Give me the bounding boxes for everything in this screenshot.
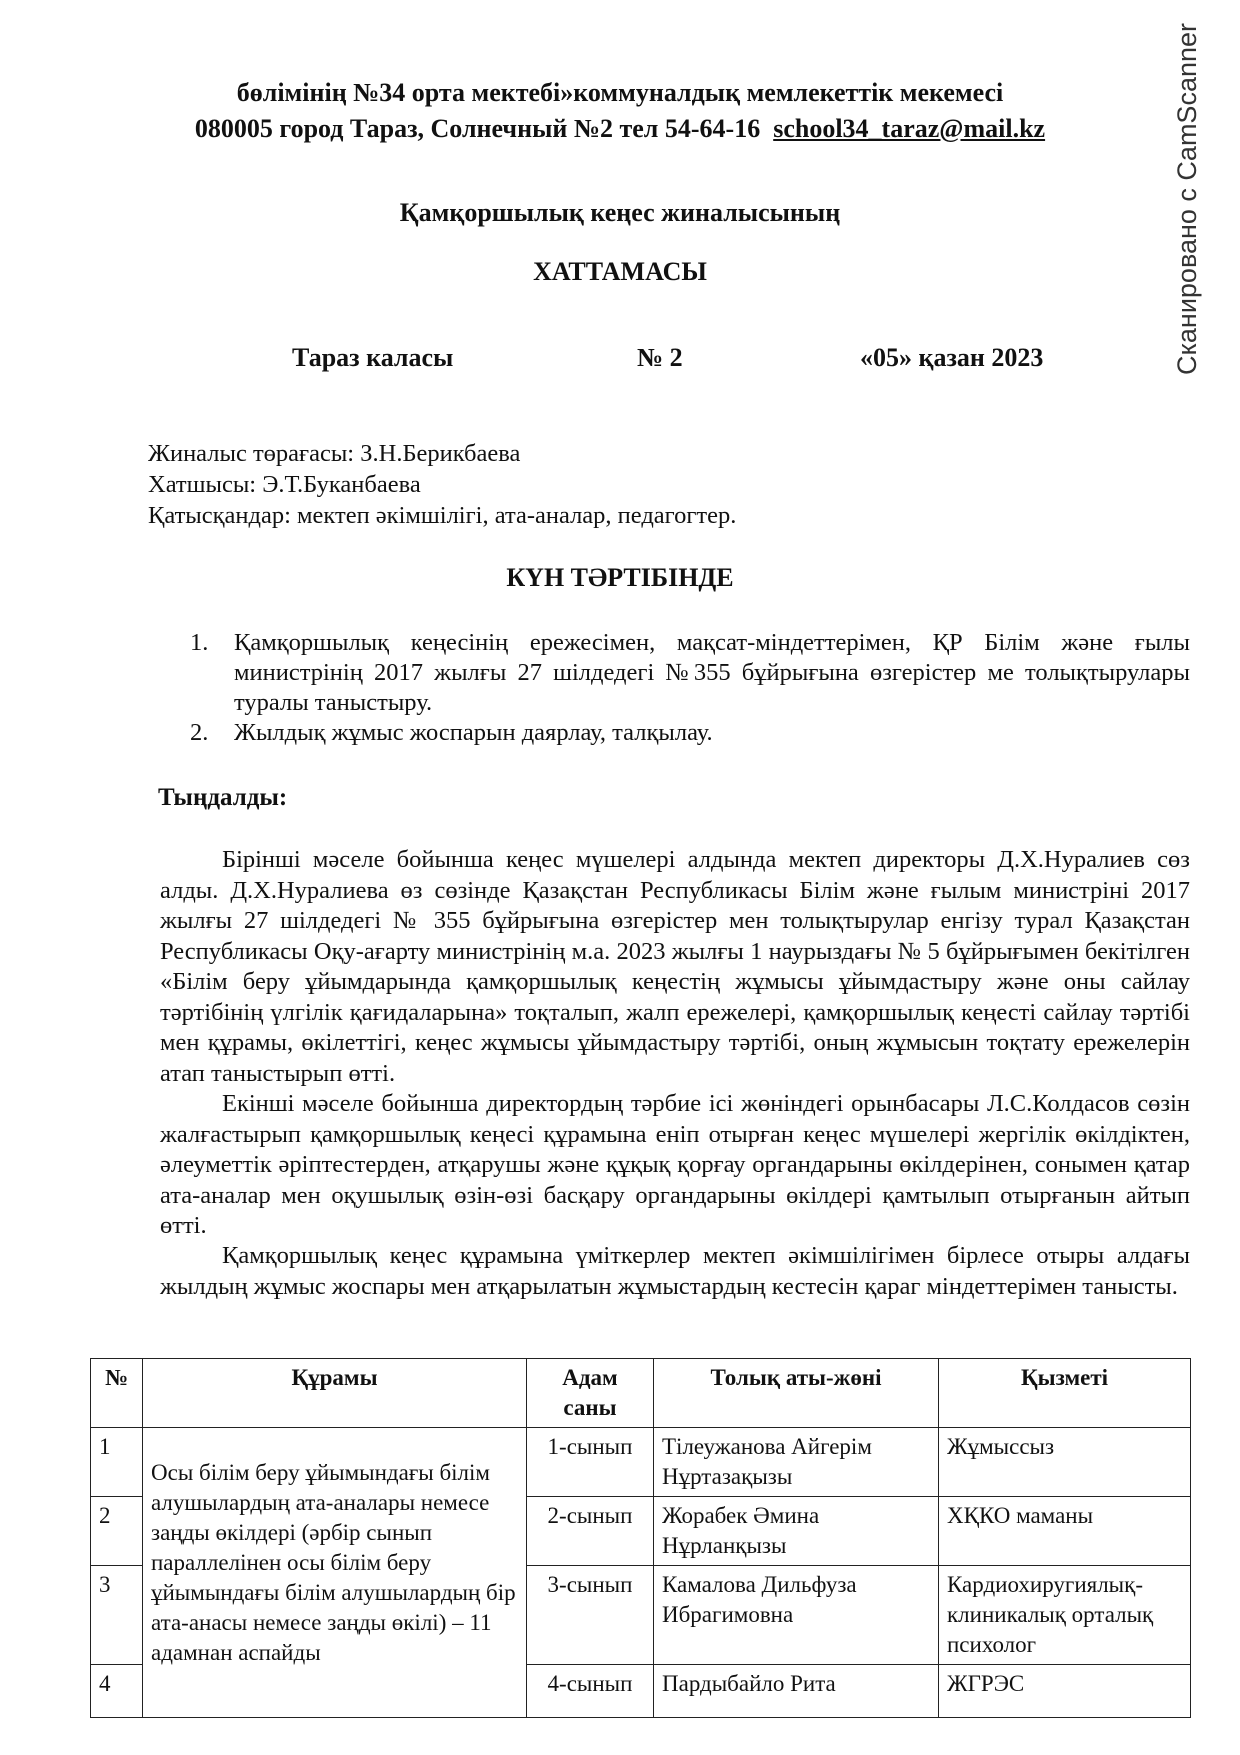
row-fullname: Камалова Дильфуза Ибрагимовна <box>654 1566 939 1665</box>
row-number: 4 <box>91 1665 143 1718</box>
doc-number: № 2 <box>637 343 683 372</box>
agenda-heading: КҮН ТӘРТІБІНДЕ <box>506 563 734 592</box>
agenda-item-text: Қамқоршылық кеңесінің ережесімен, мақсат-міндеттерімен, ҚР Білім және ғылы министрінің 2017 жылғы 27 шілдедегі №355 бұйрығына өзгерістер ме толықтырулары туралы таныстыру. <box>234 629 1190 716</box>
agenda-item-text: Жылдық жұмыс жоспарын даярлау, талқылау. <box>234 719 713 746</box>
listened-paragraph: Қамқоршылық кеңес құрамына үміткерлер мектеп әкімшілігімен бірлесе отыры алдағы жылдың жұмыс жоспары мен атқарылатын жұмыстардың кестесін қараг міндеттерімен танысты. <box>160 1242 1190 1300</box>
col-header-fullname: Толық аты-жөні <box>654 1359 939 1428</box>
row-fullname: Жорабек Әмина Нұрланқызы <box>654 1497 939 1566</box>
composition-group: Осы білім беру ұйымындағы білім алушылардың ата-аналары немесе заңды өкілдері (әрбір сынып параллелінен осы білім беру ұйымындағы білім алушылардың бір ата-анасы немесе заңды өкілі) – 11 адамнан аспайды <box>143 1428 527 1718</box>
org-address-line <box>0 114 1240 144</box>
row-number: 3 <box>91 1566 143 1665</box>
doc-title-line1: Қамқоршылық кеңес жиналысының <box>399 198 841 227</box>
col-header-position: Қызметі <box>939 1359 1191 1428</box>
row-count: 3-сынып <box>527 1566 654 1665</box>
col-header-number: № <box>91 1359 143 1428</box>
agenda-item <box>190 628 1190 718</box>
col-header-composition: Құрамы <box>143 1359 527 1428</box>
table-row <box>91 1428 1191 1497</box>
row-position: Кардиохиругиялық-клиникалық орталық психолог <box>939 1566 1191 1665</box>
table-header-row <box>91 1359 1191 1428</box>
row-position: ХҚКО маманы <box>939 1497 1191 1566</box>
row-position: Жұмыссыз <box>939 1428 1191 1497</box>
meeting-participants: Қатысқандар: мектеп әкімшілігі, ата-аналар, педагогтер. <box>148 502 737 529</box>
doc-date: «05» қазан 2023 <box>860 343 1044 372</box>
row-number: 2 <box>91 1497 143 1566</box>
composition-table <box>90 1358 1191 1718</box>
agenda-item <box>190 718 1190 748</box>
org-email: school34_taraz@mail.kz <box>773 114 1046 143</box>
meeting-chair: Жиналыс төрағасы: З.Н.Берикбаева <box>148 440 521 467</box>
row-count: 4-сынып <box>527 1665 654 1718</box>
listened-paragraph: Екінші мәселе бойынша директордың тәрбие ісі жөніндегі орынбасары Л.С.Колдасов сөзін жалғастырып қамқоршылық кеңесі құрамына еніп отырған кеңес мүшелері жергілік өкілдіктен, әлеуметтік әріптестерден, атқарушы және құқық қорғау органдарыны өкілдерінен, сонымен қатар ата-аналар мен оқушылық өзін-өзі басқару органдарыны өкілдері қамтылып отырғанын айтып өтті. <box>160 1090 1190 1239</box>
scanner-watermark-text: Сканировано с CamScanner <box>1172 22 1202 375</box>
listened-paragraph: Бірінші мәселе бойынша кеңес мүшелері алдында мектеп директоры Д.Х.Нуралиев сөз алды. Д.Х.Нуралиева өз сөзінде Қазақстан Республикасы Білім және ғылым министріні 2017 жылғы 27 шілдедегі № 355 бұйрығына өзгерістер мен толықтырулар енгізу турал Қазақстан Республикасы Оқу-ағарту министрінің м.а. 2023 жылғы 1 наурыздағы № 5 бұйрығымен бекітілген «Білім беру ұйымдарында қамқоршылық кеңестің жұмысы ұйымдастыру және оны сайлау тәртібінің үлгілік қағидаларына» тоқталып, жалп ережелері, қамқоршылық кеңесті сайлау тәртібі мен құрамы, өкілеттігі, кеңес жұмысы ұйымдастыру тәртібі, оның жұмысын тоқтату ережелерін атап таныстырып өтті. <box>160 846 1190 1087</box>
doc-title-line2: ХАТТАМАСЫ <box>533 257 707 286</box>
doc-city: Тараз каласы <box>292 343 454 372</box>
row-count: 2-сынып <box>527 1497 654 1566</box>
row-position: ЖГРЭС <box>939 1665 1191 1718</box>
org-name-line: бөлімінің №34 орта мектебі»коммуналдық мемлекеттік мекемесі <box>236 78 1004 107</box>
listened-heading: Тыңдалды: <box>158 784 288 811</box>
col-header-count: Адам саны <box>527 1359 654 1428</box>
meeting-secretary: Хатшысы: Э.Т.Буканбаева <box>148 471 421 498</box>
org-address: 080005 город Тараз, Солнечный №2 тел 54-64-16 <box>194 114 761 143</box>
row-fullname: Тілеужанова Айгерім Нұртазақызы <box>654 1428 939 1497</box>
agenda-item-number: 2. <box>190 719 209 746</box>
row-number: 1 <box>91 1428 143 1497</box>
agenda-item-number: 1. <box>190 629 209 656</box>
row-fullname: Пардыбайло Рита <box>654 1665 939 1718</box>
row-count: 1-сынып <box>527 1428 654 1497</box>
